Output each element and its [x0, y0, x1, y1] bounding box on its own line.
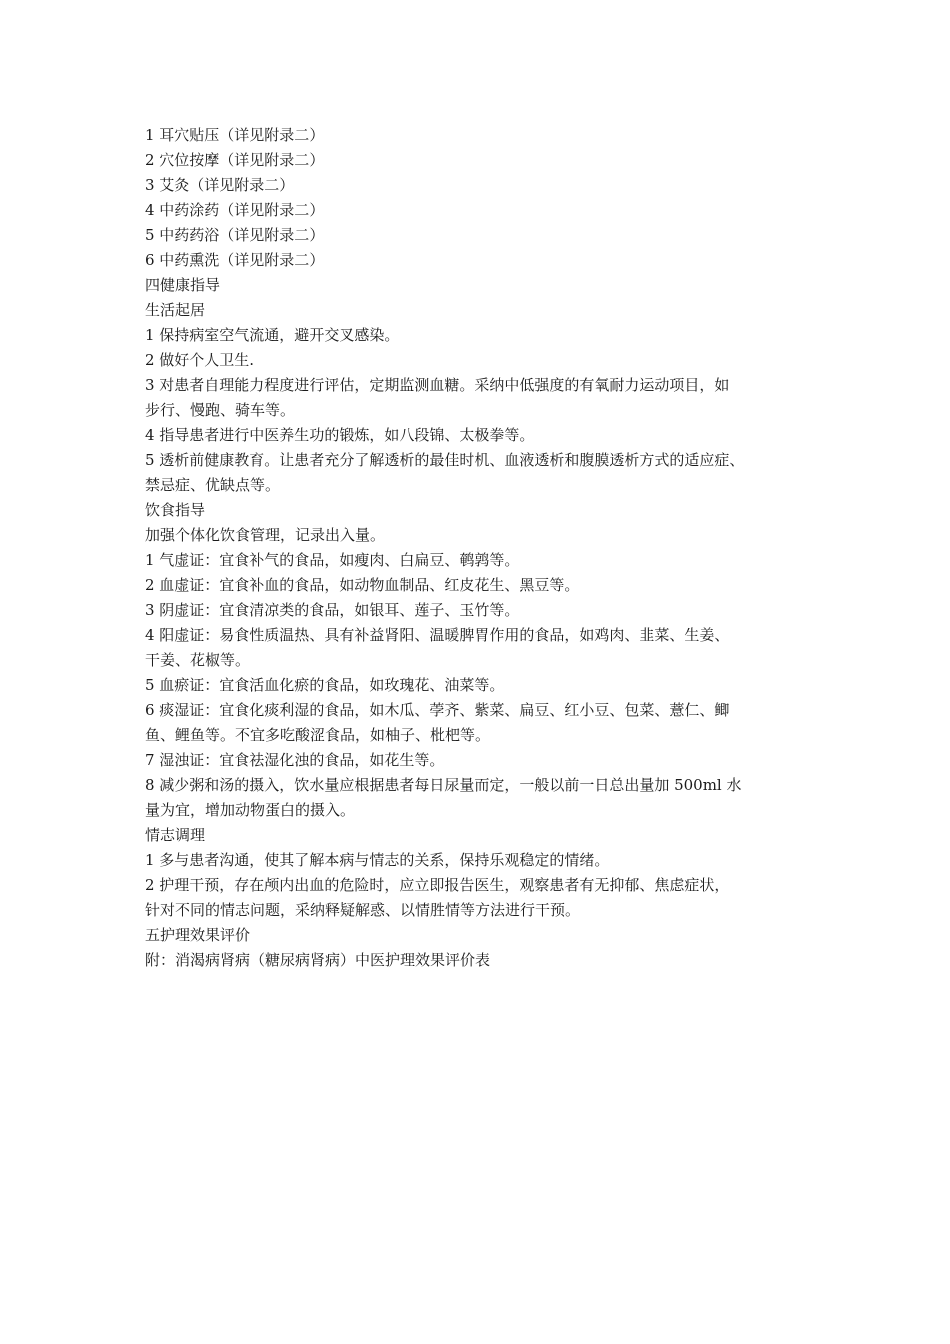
paragraph-line: 鱼、鲤鱼等。不宜多吃酸涩食品，如柚子、枇杷等。 [145, 726, 491, 744]
paragraph-line: 4 指导患者进行中医养生功的锻炼，如八段锦、太极拳等。 [145, 426, 535, 444]
paragraph-line: 5 透析前健康教育。让患者充分了解透析的最佳时机、血液透析和腹膜透析方式的适应症、 [145, 451, 745, 469]
paragraph-line: 1 气虚证：宜食补气的食品，如瘦肉、白扁豆、鹌鹑等。 [145, 551, 520, 569]
list-item-herbal-application: 4 中药涂药（详见附录二） [145, 201, 325, 219]
paragraph-line: 量为宜，增加动物蛋白的摄入。 [145, 801, 356, 819]
paragraph-line: 6 痰湿证：宜食化痰利湿的食品，如木瓜、荸齐、紫菜、扁豆、红小豆、包菜、薏仁、鲫 [145, 701, 730, 719]
paragraph-line: 1 多与患者沟通，使其了解本病与情志的关系，保持乐观稳定的情绪。 [145, 851, 610, 869]
paragraph-line: 4 阳虚证：易食性质温热、具有补益肾阳、温暖脾胃作用的食品，如鸡肉、韭菜、生姜、 [145, 626, 730, 644]
list-item-herbal-fumigation: 6 中药熏洗（详见附录二） [145, 251, 325, 269]
subheading-diet-guidance: 饮食指导 [145, 501, 206, 519]
paragraph-line: 3 阴虚证：宜食清凉类的食品，如银耳、莲子、玉竹等。 [145, 601, 520, 619]
paragraph-line: 干姜、花椒等。 [145, 651, 251, 669]
paragraph-line: 针对不同的情志问题，采纳释疑解惑、以情胜情等方法进行干预。 [145, 901, 581, 919]
appendix-note: 附：消渴病肾病（糖尿病肾病）中医护理效果评价表 [145, 951, 491, 969]
paragraph-line: 8 减少粥和汤的摄入，饮水量应根据患者每日尿量而定，一般以前一日总出量加 500ml 水 [145, 776, 742, 794]
paragraph-line: 1 保持病室空气流通，避开交叉感染。 [145, 326, 400, 344]
section-heading-health-guidance: 四健康指导 [145, 276, 221, 294]
paragraph-line: 3 对患者自理能力程度进行评估，定期监测血糖。采纳中低强度的有氧耐力运动项目，如 [145, 376, 730, 394]
paragraph-line: 7 湿浊证：宜食祛湿化浊的食品，如花生等。 [145, 751, 445, 769]
paragraph-line: 2 做好个人卫生. [145, 351, 255, 369]
list-item-moxibustion: 3 艾灸（详见附录二） [145, 176, 295, 194]
document-body [145, 123, 815, 973]
subheading-daily-life: 生活起居 [145, 301, 206, 319]
paragraph-line: 禁忌症、优缺点等。 [145, 476, 281, 494]
subheading-emotional-care: 情志调理 [145, 826, 206, 844]
paragraph-line: 步行、慢跑、骑车等。 [145, 401, 296, 419]
paragraph-line: 加强个体化饮食管理，记录出入量。 [145, 526, 386, 544]
section-heading-nursing-evaluation: 五护理效果评价 [145, 926, 251, 944]
paragraph-line: 2 护理干预，存在颅内出血的危险时，应立即报告医生，观察患者有无抑郁、焦虑症状， [145, 876, 730, 894]
list-item-acupoint-massage: 2 穴位按摩（详见附录二） [145, 151, 325, 169]
list-item-ear-acupoint: 1 耳穴贴压（详见附录二） [145, 126, 325, 144]
paragraph-line: 5 血瘀证：宜食活血化瘀的食品，如玫瑰花、油菜等。 [145, 676, 505, 694]
list-item-herbal-bath: 5 中药药浴（详见附录二） [145, 226, 325, 244]
paragraph-line: 2 血虚证：宜食补血的食品，如动物血制品、红皮花生、黑豆等。 [145, 576, 580, 594]
